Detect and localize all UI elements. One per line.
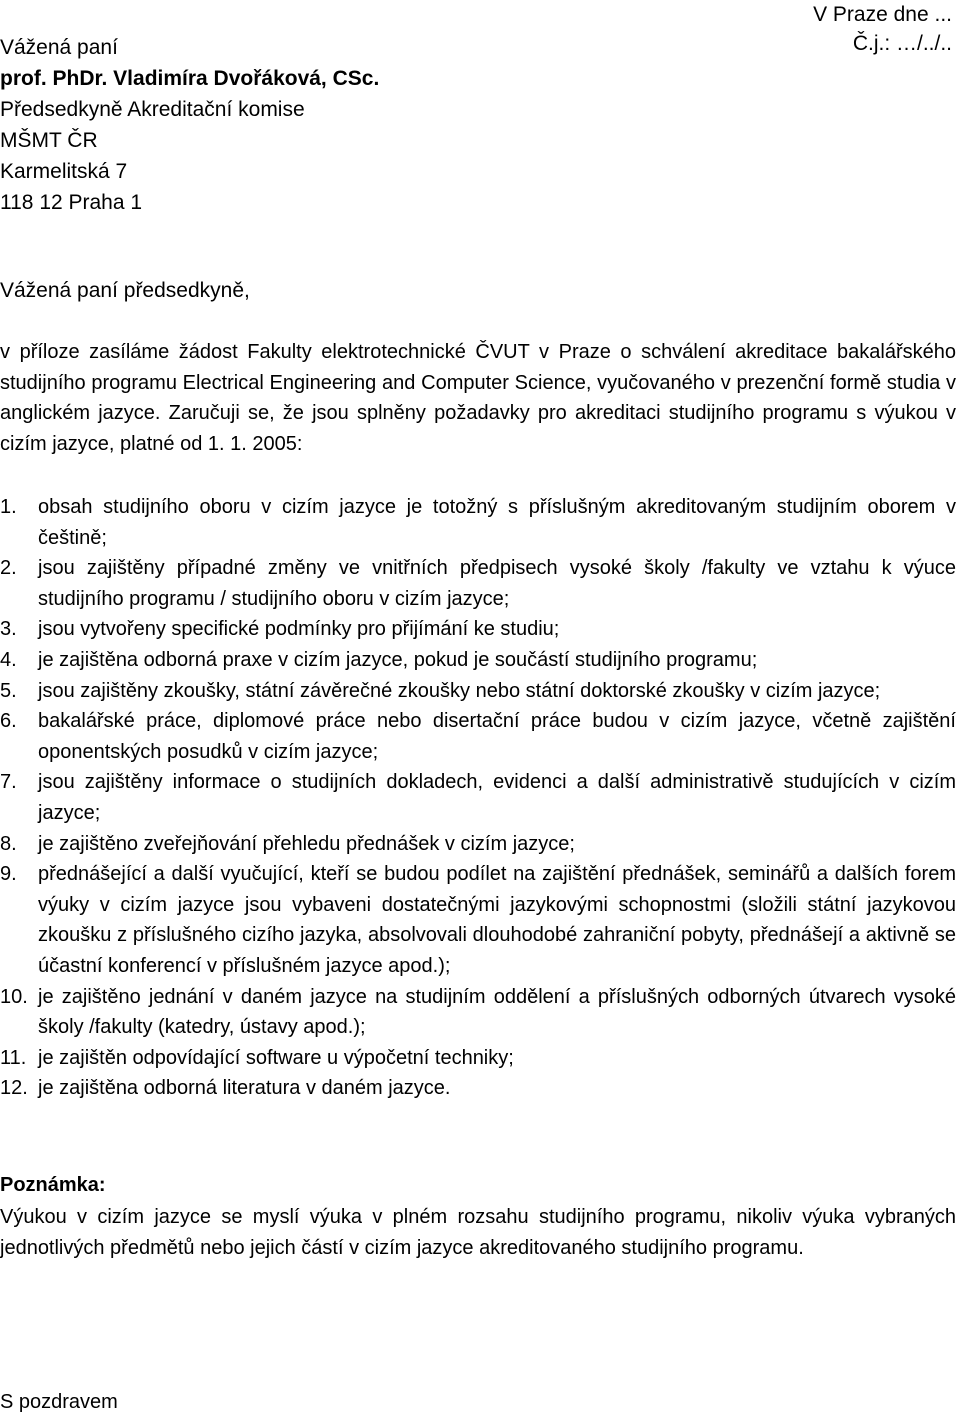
list-item	[0, 1043, 956, 1074]
list-item-text: je zajištěno zveřejňování přehledu přednášek v cizím jazyce;	[38, 832, 575, 855]
list-item-text: je zajištěna odborná literatura v daném jazyce.	[38, 1077, 451, 1100]
list-item-text: je zajištěna odborná praxe v cizím jazyce, pokud je součástí studijního programu;	[38, 648, 758, 671]
list-item-text: jsou zajištěny informace o studijních dokladech, evidenci a další administrativě studujících v cizím jazyce;	[38, 771, 956, 824]
list-item	[0, 645, 956, 676]
list-item-number: 12.	[0, 1077, 28, 1100]
list-item-text: jsou zajištěny případné změny ve vnitřních předpisech vysoké školy /fakulty ve vztahu k výuce studijního programu / studijního oboru v cizím jazyce;	[38, 557, 956, 610]
list-item-number: 1.	[0, 496, 17, 518]
list-item-number: 5.	[0, 679, 17, 702]
intro-text-b: Zaručuji se, že jsou splněny požadavky pro akreditaci studijního programu s výukou v cizím jazyce, platné od 1. 1. 2005:	[0, 402, 957, 455]
list-item-number: 2.	[0, 557, 17, 580]
list-item-number: 3.	[0, 618, 17, 641]
addressee-institution: MŠMT ČR	[0, 129, 98, 152]
list-item-text: bakalářské práce, diplomové práce nebo disertační práce budou v cizím jazyce, včetně zajištění oponentských posudků v cizím jazyce;	[38, 710, 956, 763]
list-item-number: 9.	[0, 863, 17, 886]
list-item	[0, 767, 956, 828]
list-item-text: je zajištěno jednání v daném jazyce na studijním oddělení a příslušných odborných útvarech vysoké školy /fakulty (katedry, ústavy apod.);	[38, 985, 956, 1039]
list-item	[0, 492, 956, 553]
list-item-text: jsou zajištěny zkoušky, státní závěrečné zkoušky nebo státní doktorské zkoušky v cizím jazyce;	[38, 679, 881, 702]
place-date: V Praze dne ...	[813, 3, 952, 26]
list-item	[0, 553, 956, 614]
list-item	[0, 614, 956, 645]
list-item	[0, 859, 956, 981]
list-item	[0, 676, 956, 707]
conditions-list	[0, 492, 956, 1104]
addressee-greeting: Vážená paní	[0, 36, 118, 59]
note-text: Výukou v cizím jazyce se myslí výuka v plném rozsahu studijního programu, nikoliv výuka vybraných jednotlivých předmětů nebo jejich částí v cizím jazyce akreditovaného studijního programu.	[0, 1206, 956, 1259]
addressee-block	[0, 32, 379, 218]
intro-paragraph	[0, 337, 956, 459]
list-item	[0, 982, 956, 1043]
list-item-text: jsou vytvořeny specifické podmínky pro přijímání ke studiu;	[38, 618, 560, 641]
note-heading: Poznámka:	[0, 1174, 106, 1196]
list-item	[0, 829, 956, 860]
list-item-number: 6.	[0, 710, 17, 733]
reference-number: Č.j.: …/../..	[852, 32, 952, 55]
addressee-street: Karmelitská 7	[0, 160, 128, 183]
closing-line: S pozdravem	[0, 1391, 118, 1413]
list-item-number: 11.	[0, 1046, 27, 1069]
addressee-role: Předsedkyně Akreditační komise	[0, 98, 305, 121]
intro-text-a: v příloze zasíláme žádost Fakulty elektrotechnické ČVUT v Praze o schválení akreditace bakalářského studijního programu Electrical Engineering and Computer Science, vyučovaného v prezenční formě studia v anglickém jazyce.	[0, 341, 956, 425]
list-item	[0, 706, 956, 767]
addressee-name: prof. PhDr. Vladimíra Dvořáková, CSc.	[0, 67, 380, 90]
list-item-number: 4.	[0, 648, 17, 671]
list-item-number: 8.	[0, 832, 17, 855]
list-item-number: 7.	[0, 771, 17, 794]
salutation: Vážená paní předsedkyně,	[0, 279, 250, 302]
list-item-text: přednášející a další vyučující, kteří se budou podílet na zajištění přednášek, seminářů a dalších forem výuky v cizím jazyce jsou vybaveni dostatečnými jazykovými schopnostmi (složili státní jazykovou zkoušku z příslušného cizího jazyka, absolvovali dlouhodobé zahraniční pobyty, přednášejí a aktivně se účastní konferencí v příslušném jazyce apod.);	[38, 863, 956, 977]
list-item-number: 10.	[0, 985, 28, 1008]
list-item-text: je zajištěn odpovídající software u výpočetní techniky;	[38, 1046, 514, 1069]
addressee-city: 118 12 Praha 1	[0, 191, 143, 214]
list-item-text: obsah studijního oboru v cizím jazyce je totožný s příslušným akreditovaným studijním oborem v češtině;	[38, 496, 956, 549]
list-item	[0, 1073, 956, 1104]
